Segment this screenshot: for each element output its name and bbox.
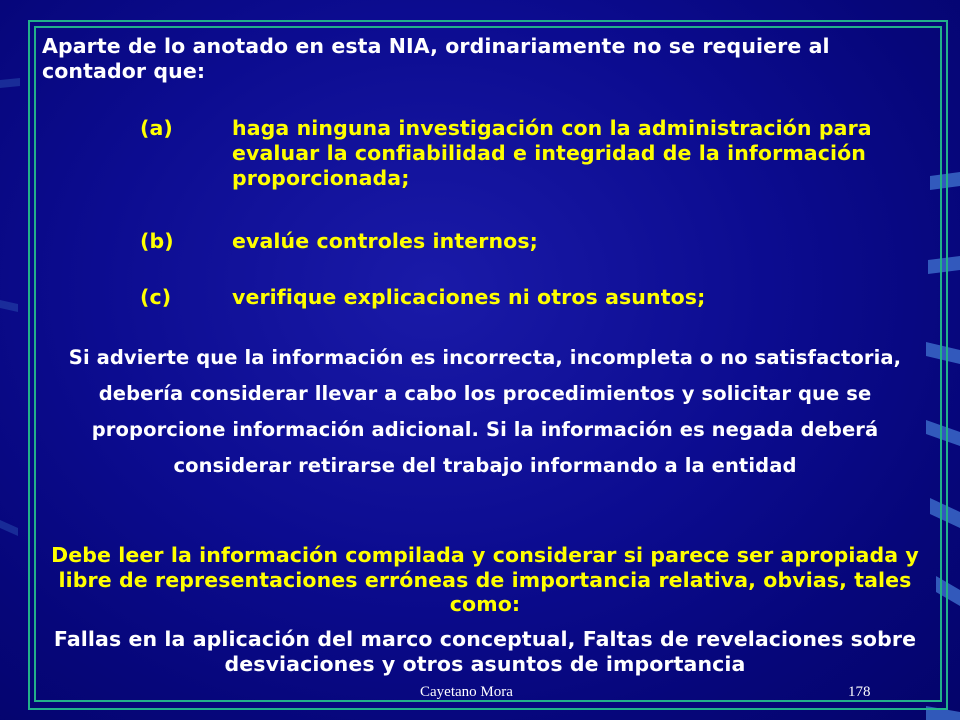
paragraph-lectura: Debe leer la información compilada y considerar si parece ser apropiada y libre de representaciones erróneas de importancia relativa, obvias, tales como: <box>51 543 919 616</box>
slide-number: 178 <box>848 684 871 700</box>
item-text-c: verifique explicaciones ni otros asuntos; <box>232 285 706 309</box>
item-text-b: evalúe controles internos; <box>232 229 538 253</box>
item-label-b: (b) <box>140 229 174 253</box>
item-label-c: (c) <box>140 285 172 309</box>
intro-text: Aparte de lo anotado en esta NIA, ordinariamente no se requiere al contador que: <box>42 34 830 83</box>
item-text-a: haga ninguna investigación con la administración para evaluar la confiabilidad e integridad de la información proporcionada; <box>232 116 872 190</box>
paragraph-advertencia: Si advierte que la información es incorrecta, incompleta o no satisfactoria, debería considerar llevar a cabo los procedimientos y solicitar que se proporcione información adicional. Si la información es negada deberá considerar retirarse del trabajo informando a la entidad <box>68 346 902 477</box>
paragraph-fallas: Fallas en la aplicación del marco conceptual, Faltas de revelaciones sobre desviaciones y otros asuntos de importancia <box>53 627 917 676</box>
footer-author: Cayetano Mora <box>420 684 513 700</box>
item-label-a: (a) <box>140 116 173 140</box>
